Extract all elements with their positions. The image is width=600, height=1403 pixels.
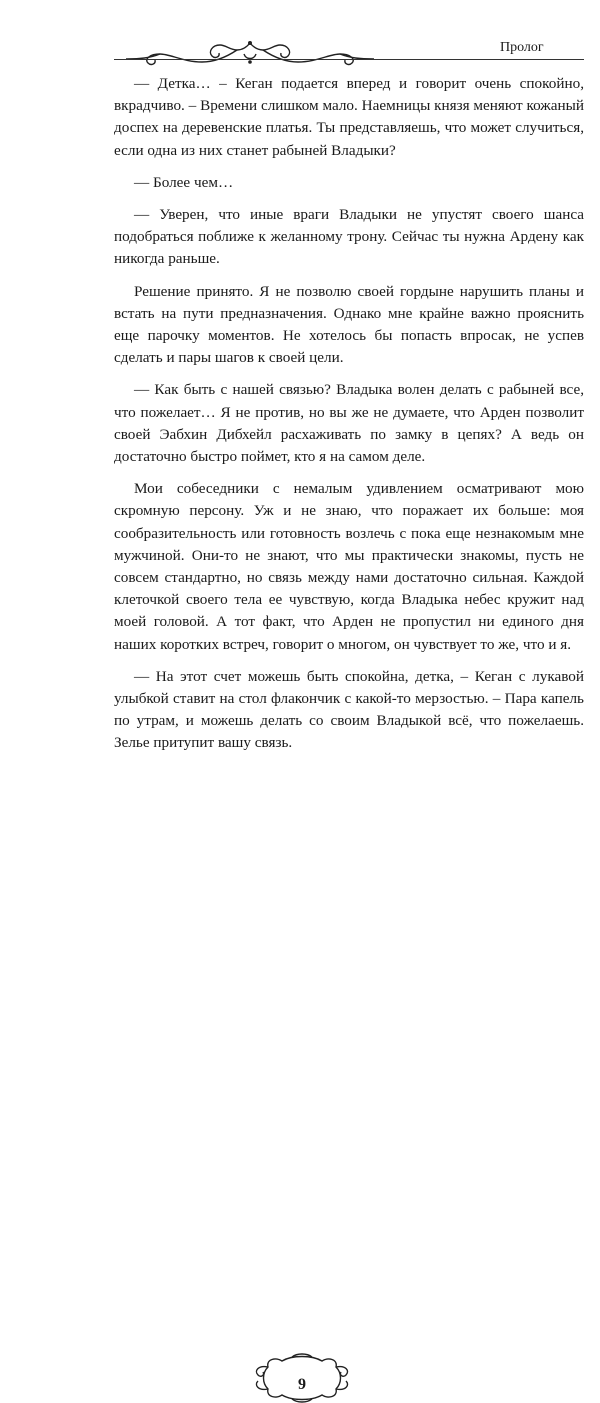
paragraph: — На этот счет можешь быть спокойна, детка, – Кеган с лукавой улыбкой ставит на стол флакончик с какой-то мерзостью. – Пара капель по утрам, и можешь делать со своим Владыкой всё, что пожелаешь. Зелье притупит вашу связь. bbox=[114, 667, 584, 752]
paragraph: — Детка… – Кеган подается вперед и говорит очень спокойно, вкрадчиво. – Времени слишком мало. Наемницы князя меняют кожаный доспех на деревенские платья. Ты представляешь, что может случиться, если одна из них станет рабыней Владыки? bbox=[114, 75, 584, 159]
page-footer bbox=[0, 676, 600, 1393]
running-head: Пролог bbox=[500, 40, 544, 55]
paragraph: — Более чем… bbox=[134, 173, 234, 191]
page-number: 9 bbox=[298, 1376, 306, 1393]
header-rule bbox=[114, 59, 584, 60]
body-text bbox=[114, 73, 584, 765]
paragraph: Мои собеседники с немалым удивлением осматривают мою скромную персону. Уж и не знаю, что поражает их больше: моя сообразительность или готовность возлечь с пока еще незнакомым мне мужчиной. Они-то не знают, что мы практически знакомы, пусть не совсем стандартно, но связь между нами достаточно сильная. Каждой клеточкой своего тела ее чувствую, когда Владыка небес кружит над моей головой. А тот факт, что Арден не пропустил ни единого дня наших коротких встреч, говорит о многом, он чувствует то же, что и я. bbox=[114, 480, 584, 653]
paragraph: — Уверен, что иные враги Владыки не упустят своего шанса подобраться поближе к желанному трону. Сейчас ты нужна Ардену как никогда раньше. bbox=[114, 206, 584, 268]
paragraph: Решение принято. Я не позволю своей гордыне нарушить планы и встать на пути предназначения. Однако мне крайне важно прояснить еще парочку моментов. Не хотелось бы попасть впросак, не успев сделать и пары шагов к своей цели. bbox=[114, 282, 584, 367]
flourish-ornament-icon bbox=[120, 40, 380, 68]
page-header bbox=[0, 0, 600, 70]
paragraph: — Как быть с нашей связью? Владыка волен делать с рабыней все, что пожелает… Я не против, но вы же не думаете, что Арден позволит своей Эабхин Дибхейл расхаживать по замку в цепях? А ведь он достаточно быстро поймет, кто я на самом деле. bbox=[114, 381, 584, 466]
